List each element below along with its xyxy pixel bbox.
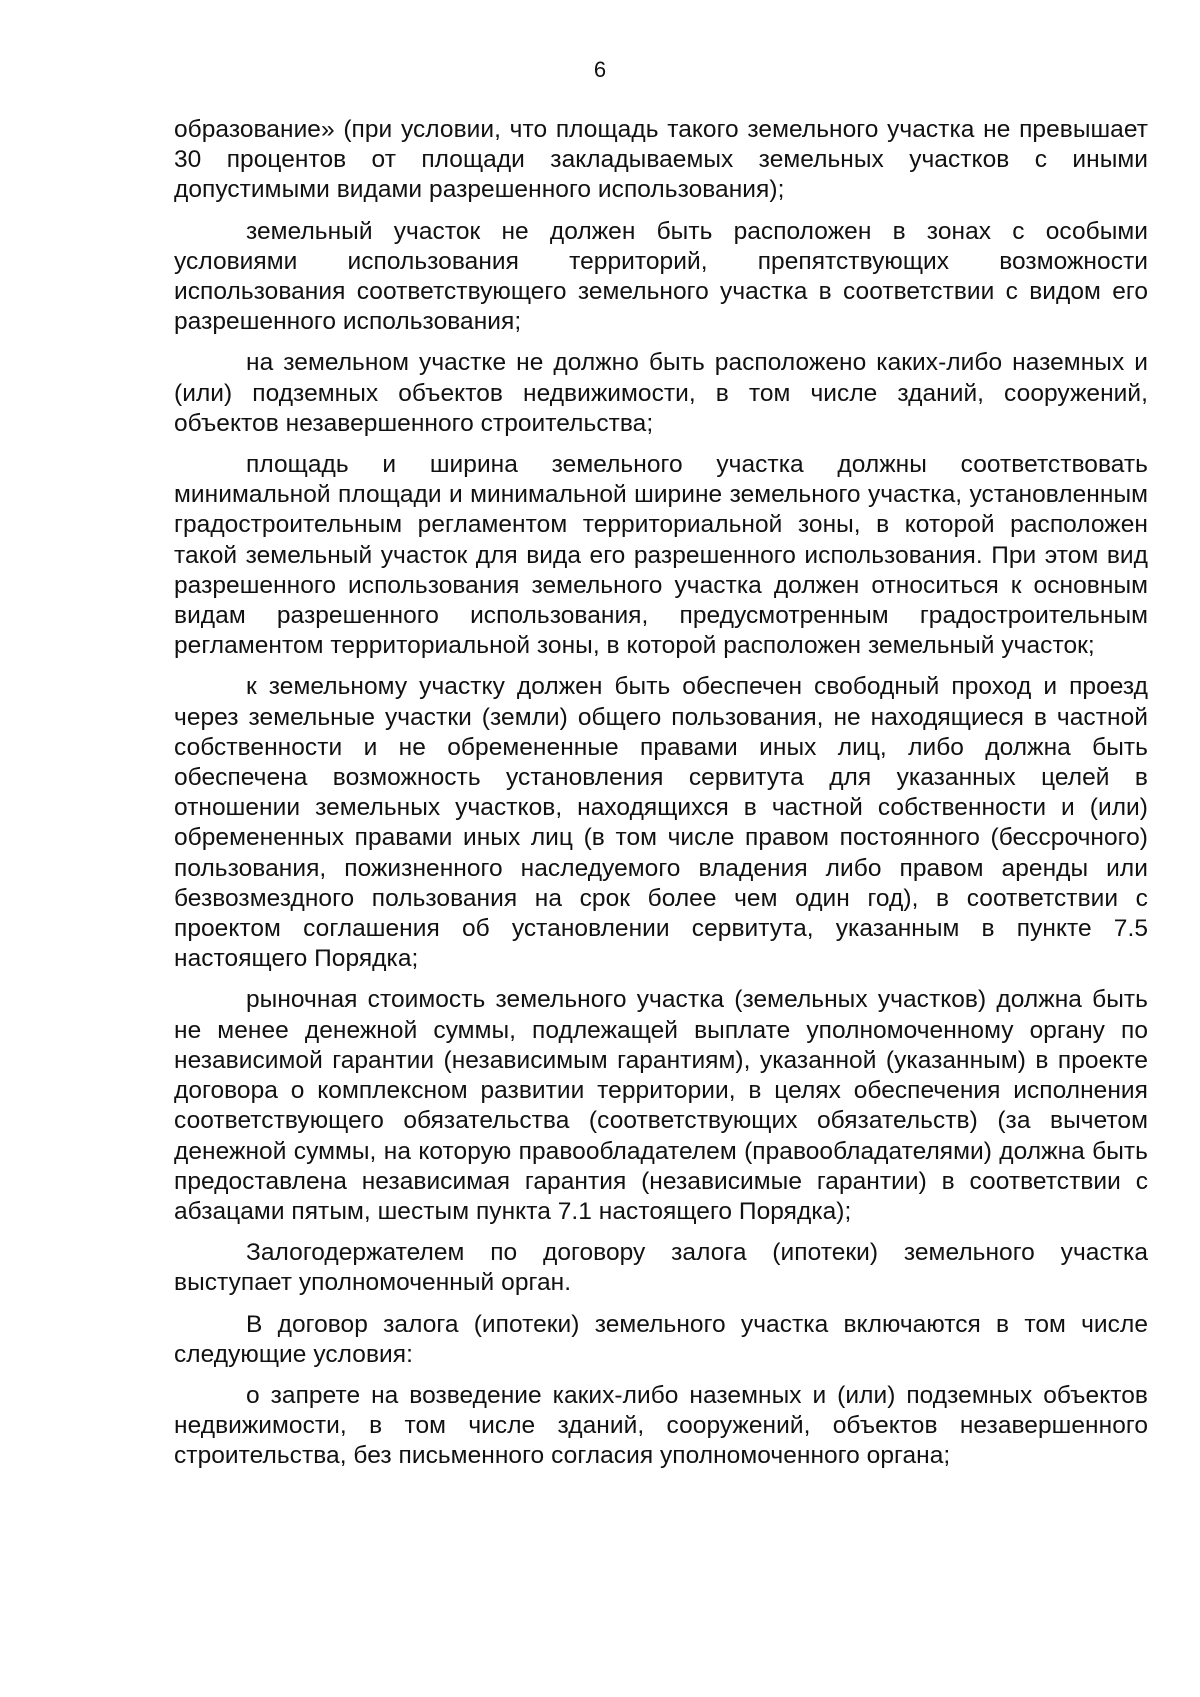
paragraph-pledge-holder: Залогодержателем по договору залога (ипотеки) земельного участка выступает уполномоченный орган. [174, 1239, 1148, 1297]
paragraph-market-value: рыночная стоимость земельного участка (земельных участков) должна быть не менее денежной суммы, подлежащей выплате уполномоченному органу по независимой гарантии (независимым гарантиям), указанной (указанным) в проекте договора о комплексном развитии территории, в целях обеспечения исполнения соответствующего обязательства (соответствующих обязательств) (за вычетом денежной суммы, на которую правообладателем (правообладателями) должна быть предоставлена независимая гарантия (независимые гарантии) в соответствии с абзацами пятым, шестым пункта 7.1 настоящего Порядка); [174, 986, 1148, 1225]
paragraph-pledge-conditions: В договор залога (ипотеки) земельного участка включаются в том числе следующие условия: [174, 1310, 1148, 1368]
paragraph-continuation: образование» (при условии, что площадь такого земельного участка не превышает 30 процентов от площади закладываемых земельных участков с иными допустимыми видами разрешенного использования); [174, 116, 1148, 204]
page-number: 6 [593, 57, 607, 82]
paragraph-special-zones: земельный участок не должен быть расположен в зонах с особыми условиями использования территорий, препятствующих возможности использования соответствующего земельного участка в соответствии с видом его разрешенного использования; [174, 217, 1148, 336]
paragraph-area-width: площадь и ширина земельного участка должны соответствовать минимальной площади и минимальной ширине земельного участка, установленным градостроительным регламентом территориальной зоны, в которой расположен такой земельный участок для вида его разрешенного использования. При этом вид разрешенного использования земельного участка должен относиться к основным видам разрешенного использования, предусмотренным градостроительным регламентом территориальной зоны, в которой расположен земельный участок; [174, 451, 1148, 660]
paragraph-no-objects: на земельном участке не должно быть расположено каких-либо наземных и (или) подземных объектов недвижимости, в том числе зданий, сооружений, объектов незавершенного строительства; [174, 349, 1148, 437]
document-body [174, 115, 1148, 1483]
paragraph-access: к земельному участку должен быть обеспечен свободный проход и проезд через земельные участки (земли) общего пользования, не находящиеся в частной собственности и не обремененные правами иных лиц, либо должна быть обеспечена возможность установления сервитута для указанных целей в отношении земельных участков, находящихся в частной собственности и (или) обремененных правами иных лиц (в том числе правом постоянного (бессрочного) пользования, пожизненного наследуемого владения либо правом аренды или безвозмездного пользования на срок более чем один год), в соответствии с проектом соглашения об установлении сервитута, указанным в пункте 7.5 настоящего Порядка; [174, 673, 1148, 973]
paragraph-construction-ban: о запрете на возведение каких-либо наземных и (или) подземных объектов недвижимости, в том числе зданий, сооружений, объектов незавершенного строительства, без письменного согласия уполномоченного органа; [174, 1381, 1148, 1470]
